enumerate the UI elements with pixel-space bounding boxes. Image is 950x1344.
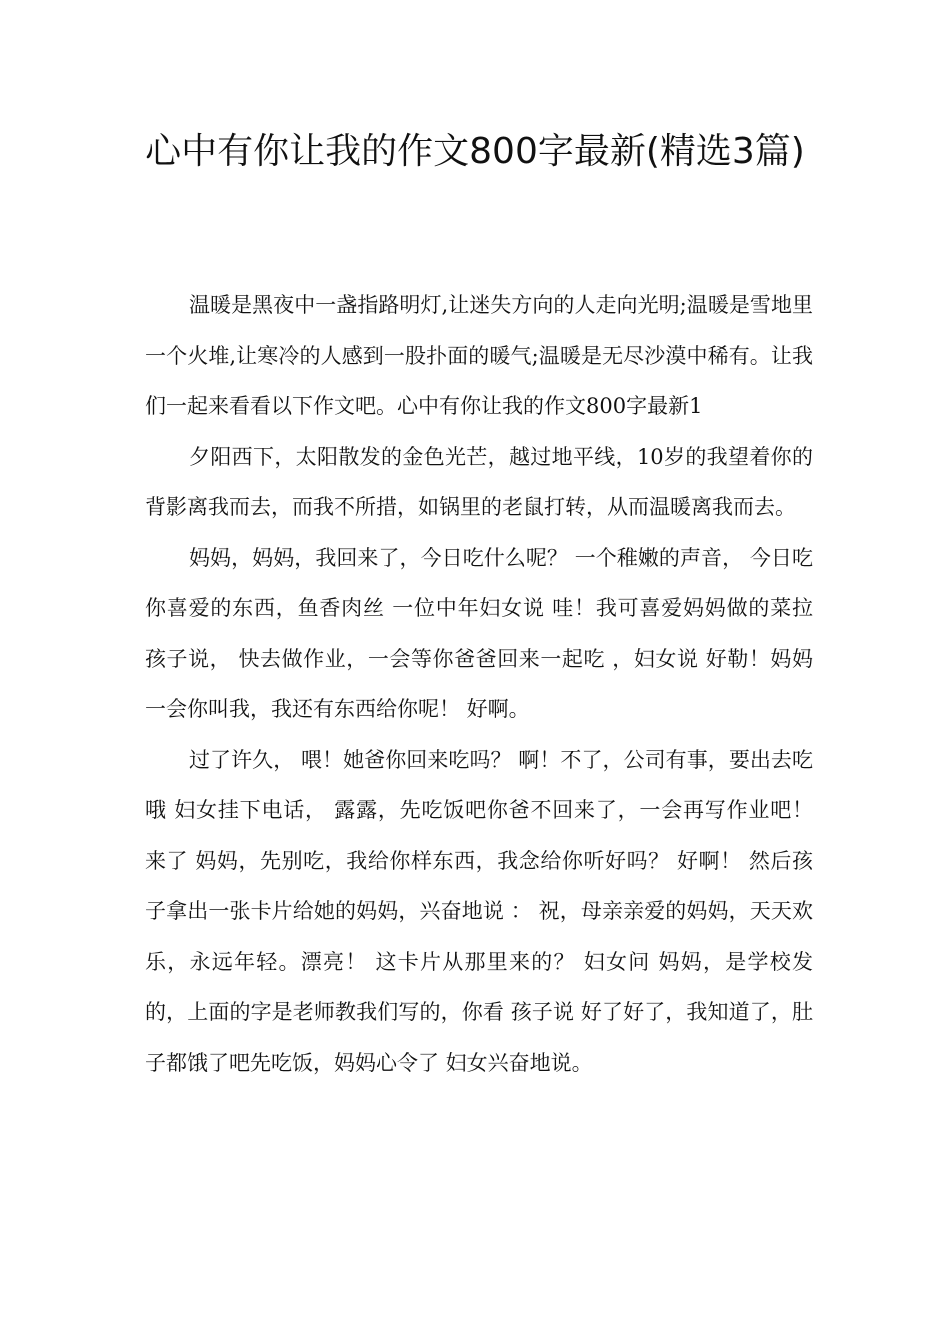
paragraph-3: 妈妈，妈妈，我回来了，今日吃什么呢？ 一个稚嫩的声音， 今日吃你喜爱的东西，鱼香肉丝 一位中年妇女说 哇！我可喜爱妈妈做的菜拉 孩子说， 快去做作业，一会等你爸爸回来一起吃 ，妇女说 好勒！妈妈一会你叫我，我还有东西给你呢！ 好啊。: [145, 545, 813, 721]
document-body: [145, 280, 813, 1088]
paragraph-4: 过了许久， 喂！她爸你回来吃吗？ 啊！不了，公司有事，要出去吃 哦 妇女挂下电话， 露露，先吃饭吧你爸不回来了，一会再写作业吧！ 来了 妈妈，先别吃，我给你样东西，我念给你听好吗？ 好啊！ 然后孩子拿出一张卡片给她的妈妈，兴奋地说 ： 祝，母亲亲爱的妈妈，天天欢乐，永远年轻。漂亮！ 这卡片从那里来的？ 妇女问 妈妈，是学校发的，上面的字是老师教我们写的，你看 孩子说 好了好了，我知道了，肚子都饿了吧先吃饭，妈妈心令了 妇女兴奋地说。: [145, 747, 813, 1075]
paragraph-1: 温暖是黑夜中一盏指路明灯,让迷失方向的人走向光明;温暖是雪地里一个火堆,让寒冷的人感到一股扑面的暖气;温暖是无尽沙漠中稀有。让我们一起来看看以下作文吧。心中有你让我的作文800字最新1: [145, 293, 813, 418]
paragraph-2: 夕阳西下，太阳散发的金色光芒，越过地平线，10岁的我望着你的背影离我而去，而我不所措，如锅里的老鼠打转，从而温暖离我而去。: [145, 444, 813, 519]
document-title: 心中有你让我的作文800字最新(精选3篇): [145, 131, 805, 172]
